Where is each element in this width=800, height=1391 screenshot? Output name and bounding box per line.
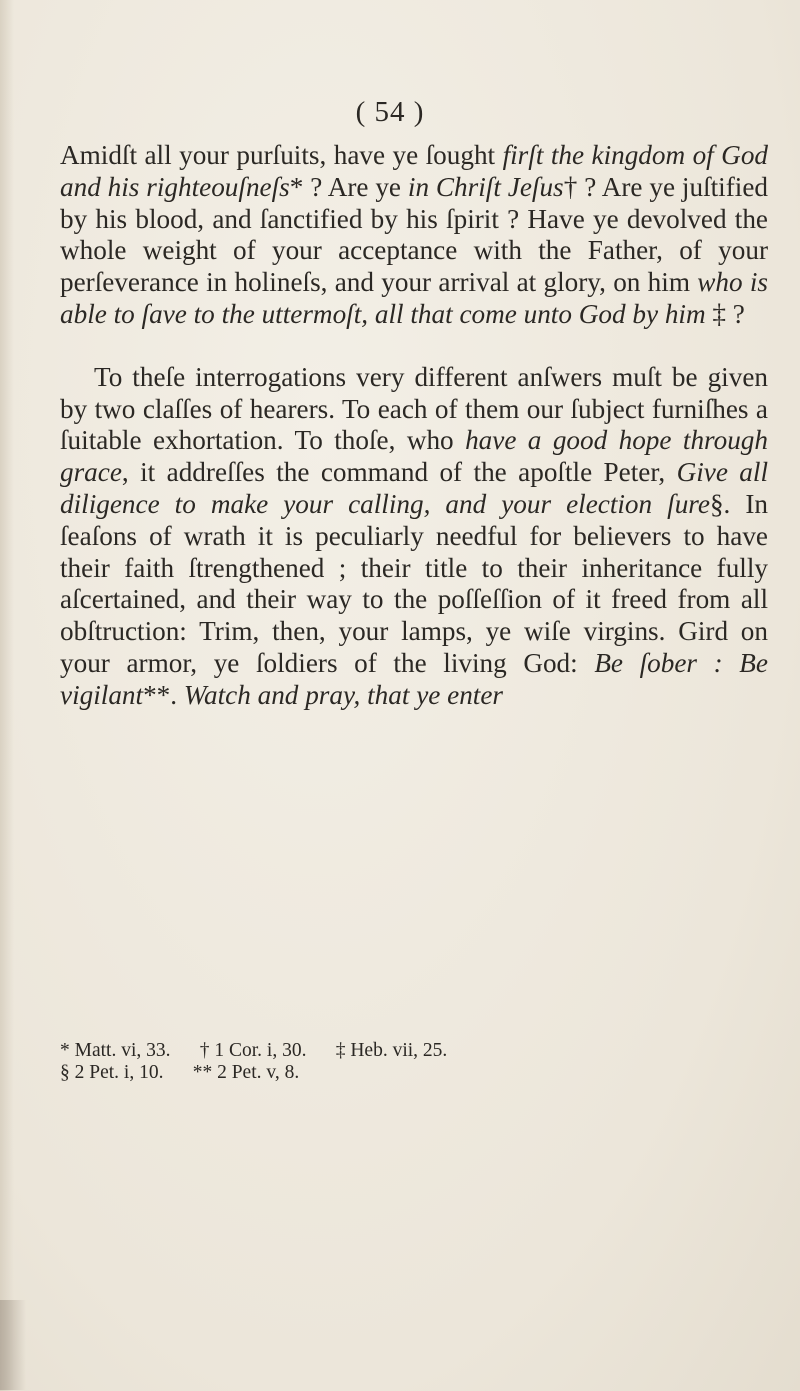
page-number: ( 54 ) [355, 96, 425, 128]
text-run: , it addreſſes the command of the apoſtle Peter, [121, 457, 677, 488]
body-text [60, 140, 768, 712]
italic-text-run: who is able to ſave to the uttermoſt, all that come unto God by him [60, 267, 768, 329]
italic-text-run: Be ſober : Be vigilant [60, 647, 768, 710]
text-run: To theſe interrogations very different anſwers muſt be given by two claſſes of hearers. To each of them our ſubject furniſhes a ſuitable exhortation. To thoſe, who [60, 361, 768, 456]
text-run: † ? Are ye juſtified by his blood, and ſanctified by his ſpirit ? Have ye devolved the whole weight of your acceptance with the Father, of your perſeverance in holineſs, and your arrival at glory, on him [60, 171, 769, 298]
page-edge-mark [0, 1300, 26, 1390]
footnote-line-2: § 2 Pet. i, 10. ** 2 Pet. v, 8. [60, 1062, 300, 1083]
gutter-shadow [0, 0, 14, 1391]
italic-text-run: firſt the kingdom of God and his righteouſneſs [60, 140, 769, 202]
footnote-line-1: * Matt. vi, 33. † 1 Cor. i, 30. ‡ Heb. vii, 25. [60, 1040, 448, 1061]
text-run: ‡ ? [705, 298, 745, 329]
paragraph-1 [60, 140, 768, 331]
text-run: **. [143, 679, 184, 710]
text-run: Amidſt all your purſuits, have ye ſought [60, 140, 503, 170]
paragraph-2 [60, 362, 768, 712]
text-run: * ? Are ye [289, 171, 408, 202]
italic-text-run: Watch and pray, that ye enter [183, 679, 504, 710]
text-run: §. In ſeaſons of wrath it is peculiarly needful for believers to have their faith ſtrengthened ; their title to their inheritance fully aſcertained, and their way to the poſſeſſion of it freed from all obſtruction: Trim, then, your lamps, ye wiſe virgins. Gird on your armor, ye ſoldiers of the living God: [60, 488, 768, 678]
italic-text-run: in Chriſt Jeſus [407, 171, 564, 202]
footnotes [60, 1040, 768, 1084]
italic-text-run: Give all diligence to make your calling, and your election ſure [60, 457, 769, 519]
italic-text-run: have a good hope through grace [60, 425, 768, 488]
